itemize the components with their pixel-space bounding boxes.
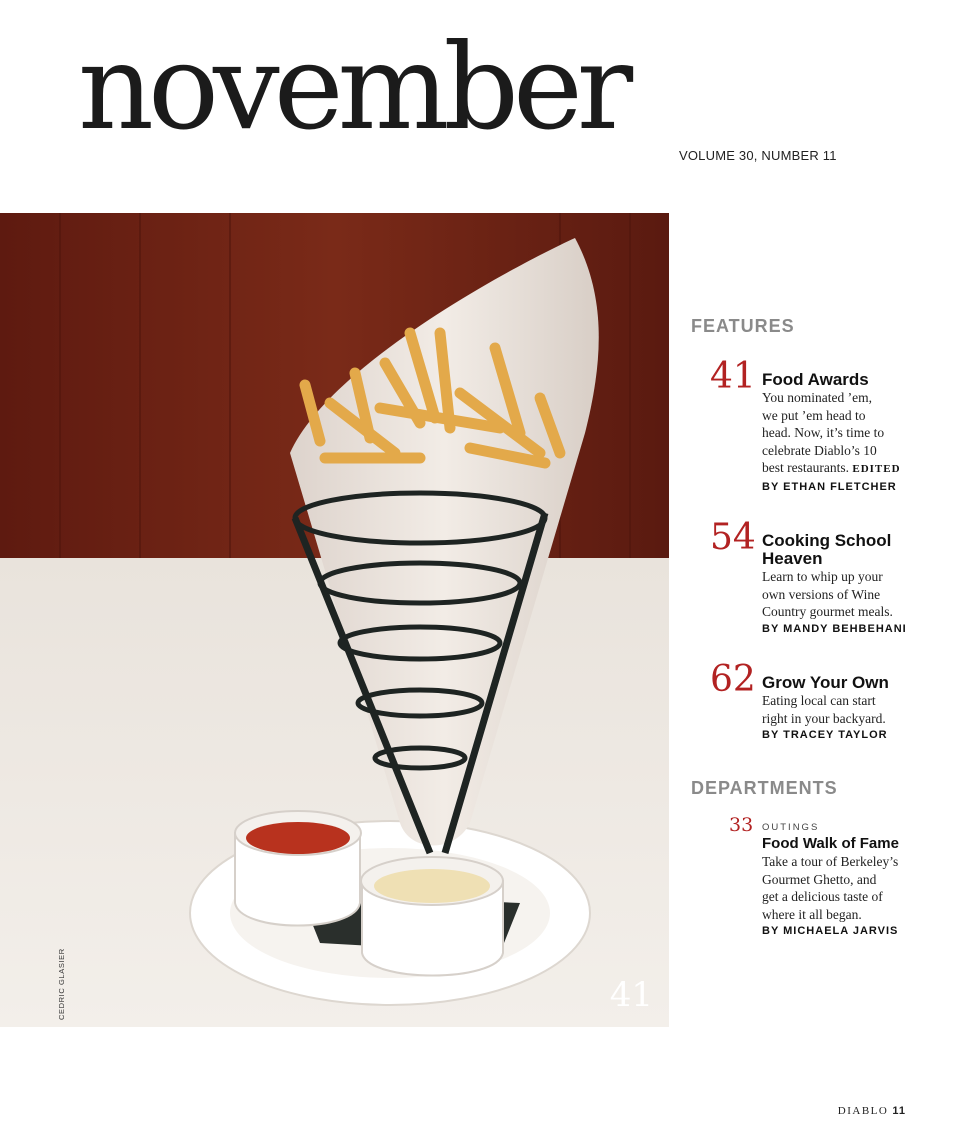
fries-cone-illustration — [0, 213, 669, 1027]
department-description: Take a tour of Berkeley’s Gourmet Ghetto, and get a delicious taste of where it all began. — [762, 854, 899, 922]
footer-brand: DIABLO — [837, 1105, 889, 1117]
feature-description: Learn to whip up your own versions of Wine Country gourmet meals. — [762, 569, 893, 619]
departments-heading: DEPARTMENTS — [691, 778, 838, 798]
department-page-number: 33 — [729, 814, 754, 836]
footer-page-number: 11 — [892, 1105, 906, 1117]
feature-byline: BY ETHAN FLETCHER — [762, 480, 897, 493]
feature-item[interactable] — [710, 356, 932, 493]
feature-byline: BY TRACEY TAYLOR — [762, 729, 888, 741]
page-footer — [838, 1105, 906, 1117]
feature-page-number: 54 — [710, 517, 756, 558]
features-heading: FEATURES — [691, 316, 795, 336]
masthead-title: november — [78, 18, 628, 156]
feature-byline: BY MANDY BEHBEHANI — [762, 622, 907, 635]
photo-page-number: 41 — [609, 975, 653, 1015]
volume-info: VOLUME 30, NUMBER 11 — [679, 148, 837, 163]
photo-credit: CEDRIC GLASIER — [57, 948, 66, 1020]
feature-title: Food Awards — [762, 370, 869, 389]
feature-description: You nominated ’em, we put ’em head to head. Now, it’s time to celebrate Diablo’s 10 best restaurants. EDITED — [762, 390, 901, 475]
feature-page-number: 62 — [710, 659, 756, 700]
department-kicker: OUTINGS — [762, 822, 820, 833]
department-title: Food Walk of Fame — [762, 835, 899, 852]
department-item[interactable] — [729, 814, 932, 937]
feature-page-number: 41 — [710, 356, 756, 397]
feature-title: Cooking School Heaven — [762, 531, 892, 568]
feature-item[interactable] — [710, 517, 932, 635]
department-byline: BY MICHAELA JARVIS — [762, 925, 899, 937]
feature-item[interactable] — [710, 659, 932, 741]
feature-description: Eating local can start right in your backyard. — [762, 693, 886, 726]
feature-title: Grow Your Own — [762, 673, 889, 692]
cover-photo — [0, 213, 669, 1027]
